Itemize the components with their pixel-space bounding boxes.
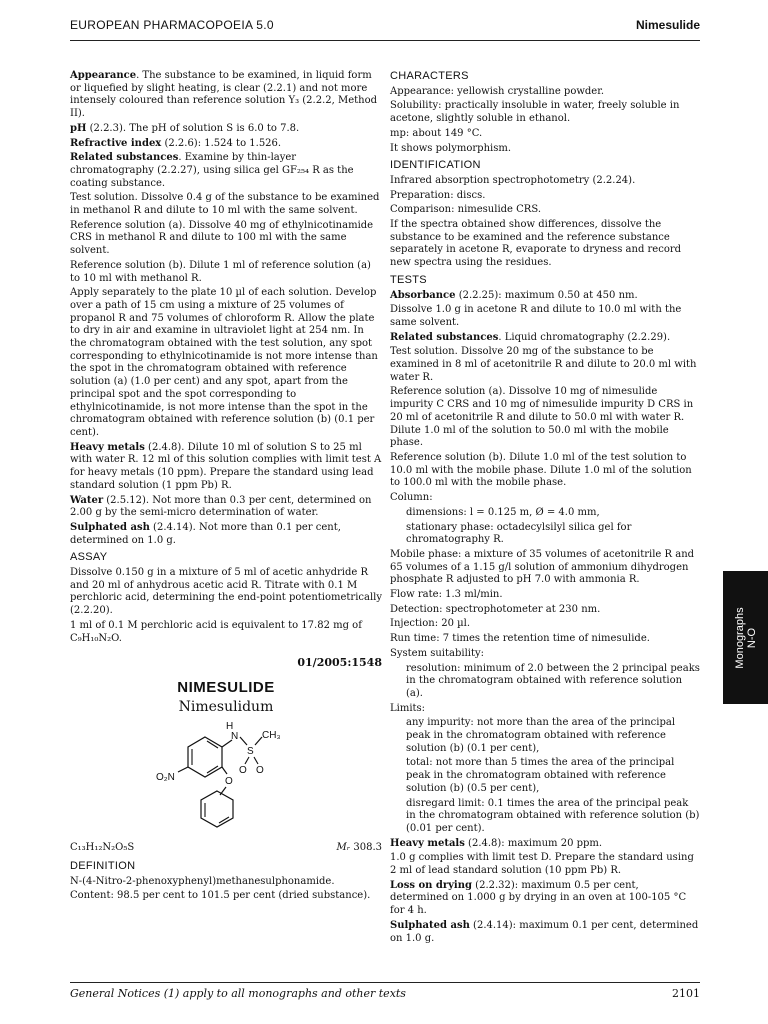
spectra-differences-paragraph: If the spectra obtained show differences, dissolve the substance to be examined and the reference substance separately in acetone R, evaporate to dryness and record new spectra using the residues. <box>390 219 682 269</box>
page-header <box>70 14 700 36</box>
side-tab-line1: Monographs <box>733 606 746 669</box>
mobile-phase: Mobile phase: a mixture of 35 volumes of acetonitrile R and 65 volumes of a 1.15 g/l solution of ammonium dihydrogen phosphate R adjusted to pH 7.0 with ammonia R. <box>390 548 695 586</box>
reference-solution-a: Reference solution (a). Dissolve 40 mg of ethylnicotinamide CRS in methanol R and dilute to 100 ml with the same solvent. <box>70 219 374 257</box>
column-label: Column: <box>390 492 433 504</box>
svg-text:CH₃: CH₃ <box>262 730 281 742</box>
run-time: Run time: 7 times the retention time of nimesulide. <box>390 633 650 645</box>
section-thumb-tab <box>723 571 768 704</box>
appearance-paragraph: Appearance. The substance to be examined, in liquid form or liquefied by slight heating, is clear (2.2.1) and not more intensely coloured than reference solution Y₃ (2.2.2, Method II). <box>70 70 378 120</box>
monograph-running-title: Nimesulide <box>635 18 700 32</box>
svg-text:O: O <box>239 765 247 777</box>
limits-label: Limits: <box>390 702 426 714</box>
detection: Detection: spectrophotometer at 230 nm. <box>390 603 601 615</box>
formula-row <box>70 842 382 856</box>
right-column <box>390 70 700 947</box>
equivalence-paragraph: 1 ml of 0.1 M perchloric acid is equivalent to 17.82 mg of C₉H₁₀N₂O. <box>70 619 362 644</box>
page-number: 2101 <box>672 987 700 1000</box>
side-tab-line2: N-O <box>745 627 758 648</box>
svg-text:S: S <box>247 746 254 758</box>
stationary-phase: stationary phase: octadecylsilyl silica gel for chromatography R. <box>406 521 632 546</box>
assay-paragraph: Dissolve 0.150 g in a mixture of 5 ml of acetic anhydride R and 20 ml of anhydrous acetic acid R. Titrate with 0.1 M perchloric acid, determining the end-point potentiometrically (2.2.20). <box>70 567 383 617</box>
heavy-metals-paragraph: Heavy metals (2.4.8). Dilute 10 ml of solution S to 25 ml with water R. 12 ml of this solution complies with limit test A for heavy metals (10 ppm). Prepare the standard using lead standard solution (1 ppm Pb) R. <box>70 441 382 491</box>
heavy-metals-detail: 1.0 g complies with limit test D. Prepare the standard using 2 ml of lead standard solution (10 ppm Pb) R. <box>390 852 694 877</box>
reference-solution-a: Reference solution (a). Dissolve 10 mg of nimesulide impurity C CRS and 10 mg of nimesulide impurity D CRS in 20 ml of acetonitrile R and dilute to 50.0 ml with water R. Dilute 1.0 ml of the solution to 50.0 ml with the mobile phase. <box>390 386 694 449</box>
polymorphism-line: It shows polymorphism. <box>390 142 511 154</box>
test-solution-paragraph: Test solution. Dissolve 20 mg of the substance to be examined in 8 ml of acetonitrile R and dilute to 20.0 ml with water R. <box>390 346 697 383</box>
content-text: Content: 98.5 per cent to 101.5 per cent (dried substance). <box>70 890 371 902</box>
header-rule <box>70 40 700 41</box>
preparation-line: Preparation: discs. <box>390 189 486 201</box>
flow-rate: Flow rate: 1.3 ml/min. <box>390 589 503 601</box>
svg-text:N: N <box>231 731 239 743</box>
definition-text: N-(4-Nitro-2-phenoxyphenyl)methanesulphonamide. <box>70 875 335 887</box>
svg-text:O₂N: O₂N <box>156 772 175 784</box>
svg-text:O: O <box>256 765 264 777</box>
monograph-title: NIMESULIDE <box>177 678 275 696</box>
assay-heading: ASSAY <box>70 551 108 564</box>
chemical-structure <box>155 719 382 836</box>
system-suitability-label: System suitability: <box>390 647 485 659</box>
latin-name: Nimesulidum <box>178 698 274 715</box>
sulphated-ash-paragraph: Sulphated ash (2.4.14): maximum 0.1 per cent, determined on 1.0 g. <box>390 919 699 944</box>
relative-molecular-mass: Mᵣ 308.3 <box>336 842 382 854</box>
heavy-metals-paragraph: Heavy metals (2.4.8): maximum 20 ppm. <box>390 837 603 849</box>
loss-on-drying-paragraph: Loss on drying (2.2.32): maximum 0.5 per cent, determined on 1.000 g by drying in an oven at 100-105 °C for 4 h. <box>390 879 687 917</box>
limit-total: total: not more than 5 times the area of the principal peak in the chromatogram obtained with reference solution (b) (0.5 per cent), <box>406 757 675 794</box>
sulphated-ash-paragraph: Sulphated ash (2.4.14). Not more than 0.1 per cent, determined on 1.0 g. <box>70 521 341 546</box>
tests-heading: TESTS <box>390 273 427 286</box>
injection: Injection: 20 µl. <box>390 618 471 630</box>
related-substances-paragraph: Related substances. Liquid chromatography (2.2.29). <box>390 331 671 343</box>
comparison-line: Comparison: nimesulide CRS. <box>390 204 541 216</box>
ph-paragraph: pH (2.2.3). The pH of solution S is 6.0 to 7.8. <box>70 122 300 134</box>
footer-rule <box>70 982 700 983</box>
reference-solution-b: Reference solution (b). Dilute 1.0 ml of the test solution to 10.0 ml with the mobile phase. Dilute 1.0 ml of the solution to 100.0 ml with the mobile phase. <box>390 451 692 489</box>
footer-note: General Notices (1) apply to all monographs and other texts <box>70 987 406 1000</box>
apply-paragraph: Apply separately to the plate 10 µl of each solution. Develop over a path of 15 cm using a mixture of 25 volumes of propanol R and 75 volumes of chloroform R. Allow the plate to dry in air and examine in ultraviolet light at 254 nm. In the chromatogram obtained with the test solution, any spot corresponding to ethylnicotinamide is not more intense than the spot in the chromatogram obtained with reference solution (a) (1.0 per cent) and any spot, apart from the principal spot and the spot corresponding to ethylnicotinamide, is not more intense than the spot in the chromatogram obtained with reference solution (b) (0.1 per cent). <box>70 287 378 438</box>
reference-solution-b: Reference solution (b). Dilute 1 ml of reference solution (a) to 10 ml with methanol R. <box>70 259 371 284</box>
solubility-line: Solubility: practically insoluble in water, freely soluble in acetone, slightly soluble in ethanol. <box>390 100 680 125</box>
ir-line: Infrared absorption spectrophotometry (2.2.24). <box>390 174 636 186</box>
water-paragraph: Water (2.5.12). Not more than 0.3 per cent, determined on 2.00 g by the semi-micro determination of water. <box>70 494 372 519</box>
absorbance-paragraph: Absorbance (2.2.25): maximum 0.50 at 450 nm. <box>390 289 638 301</box>
refractive-index-paragraph: Refractive index (2.2.6): 1.524 to 1.526. <box>70 137 282 149</box>
melting-point-line: mp: about 149 °C. <box>390 127 483 139</box>
running-head: EUROPEAN PHARMACOPOEIA 5.0 <box>70 18 274 32</box>
molecular-formula: C₁₃H₁₂N₂O₅S <box>70 842 135 854</box>
limit-any-impurity: any impurity: not more than the area of the principal peak in the chromatogram obtained with reference solution (b) (0.1 per cent), <box>406 717 676 754</box>
test-solution-paragraph: Test solution. Dissolve 0.4 g of the substance to be examined in methanol R and dilute to 10 ml with the same solvent. <box>70 192 380 217</box>
characters-heading: CHARACTERS <box>390 70 469 82</box>
svg-text:O: O <box>225 776 233 788</box>
related-substances-paragraph: Related substances. Examine by thin-layer chromatography (2.2.27), using silica gel GF₂₅₄ R as the coating substance. <box>70 152 354 189</box>
definition-heading: DEFINITION <box>70 860 136 873</box>
absorbance-detail: Dissolve 1.0 g in acetone R and dilute to 10.0 ml with the same solvent. <box>390 304 682 328</box>
limit-disregard: disregard limit: 0.1 times the area of the principal peak in the chromatogram obtained with reference solution (b) (0.01 per cent). <box>406 797 700 834</box>
appearance-line: Appearance: yellowish crystalline powder. <box>390 85 605 97</box>
svg-text:H: H <box>226 721 234 733</box>
column-dimensions: dimensions: l = 0.125 m, Ø = 4.0 mm, <box>406 506 600 518</box>
monograph-number: 01/2005:1548 <box>297 656 382 670</box>
left-column <box>70 70 382 905</box>
resolution: resolution: minimum of 2.0 between the 2 principal peaks in the chromatogram obtained with reference solution (a). <box>406 662 700 699</box>
identification-heading: IDENTIFICATION <box>390 159 481 172</box>
